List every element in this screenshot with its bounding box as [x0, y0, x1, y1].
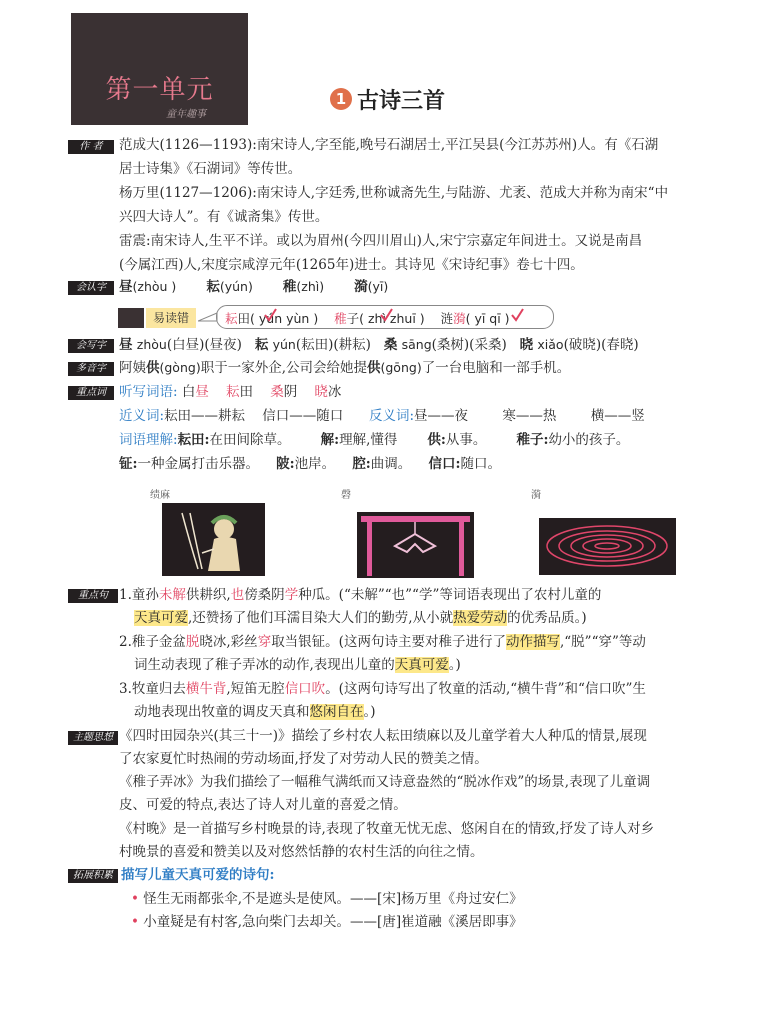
- recognize-item: 稚(zhì): [282, 279, 325, 295]
- polyphone-line: 阿姨供(gòng)职于一家外企,公司会给她提供(gōng)了一台电脑和一部手机。: [119, 360, 571, 376]
- recognize-item: 昼(zhòu ): [119, 279, 177, 295]
- author-line: 兴四大诗人”。有《诚斋集》传世。: [119, 209, 329, 225]
- key-sentence-line: 天真可爱,还赞扬了他们耳濡目染大人们的勤劳,从小就热爱劳动的优秀品质。): [134, 610, 587, 626]
- author-line: (今属江西)人,宋度宗咸淳元年(1265年)进士。其诗见《宋诗纪事》卷七十四。: [119, 257, 584, 273]
- easy-misread-items: 耘田( yún yùn ) 稚子( zhì zhuī ) 涟漪( yī qī ): [225, 311, 510, 326]
- theme-line: 《稚子弄冰》为我们描绘了一幅稚气满纸而又诗意盎然的“脱冰作戏”的场景,表现了儿童调: [119, 774, 651, 790]
- synonym-antonym-line: 近义词:耘田——耕耘 信口——随口 反义词:昼——夜 寒——热 横——竖: [119, 408, 645, 424]
- image-yi: [539, 518, 676, 575]
- author-line: 居士诗集》《石湖词》等传世。: [119, 161, 302, 177]
- lesson-number-badge: 1: [330, 88, 352, 110]
- author-line: 雷震:南宋诗人,生平不详。或以为眉州(今四川眉山)人,宋宁宗嘉定年间进士。又说是南昌: [119, 233, 643, 249]
- tag-keywords: 重点词: [68, 386, 114, 400]
- check-mark-icon: [379, 307, 393, 323]
- easy-misread-label: 易读错: [146, 308, 196, 328]
- bullet-icon: •: [131, 914, 144, 930]
- ripples-illustration: [539, 518, 676, 575]
- tag-extend: 拓展积累: [68, 869, 118, 883]
- unit-subtitle: 童年趣事: [166, 109, 206, 120]
- recognize-item: 耘(yún): [206, 279, 253, 295]
- check-mark-icon: [263, 307, 277, 323]
- write-item: 晓 xiǎo(破晓)(春晓): [519, 337, 639, 353]
- unit-title: 第一单元: [105, 75, 214, 105]
- write-item: 桑 sāng(桑树)(采桑): [383, 337, 507, 353]
- author-line: 杨万里(1127—1206):南宋诗人,字廷秀,世称诚斋先生,与陆游、尤袤、范成大并称为南宋“中: [119, 185, 669, 201]
- image-label-yi: 漪: [531, 490, 541, 501]
- theme-line: 了农家夏忙时热闹的劳动场面,抒发了对劳动人民的赞美之情。: [119, 751, 488, 767]
- listen-write-line: 听写词语: 白昼 耘田 桑阴 晓冰: [119, 384, 342, 400]
- extend-item: • 小童疑是有村客,急向柴门去却关。——[唐]崔道融《溪居即事》: [131, 914, 523, 930]
- lesson-title: 古诗三首: [357, 88, 446, 114]
- extend-item: • 怪生无雨都张伞,不是遮头是使风。——[宋]杨万里《舟过安仁》: [131, 891, 523, 907]
- tag-author: 作 者: [68, 140, 114, 154]
- image-qing: [357, 512, 474, 578]
- extend-heading: 描写儿童天真可爱的诗句:: [121, 867, 275, 883]
- write-line: [119, 335, 639, 355]
- key-sentence-line: 词生动表现了稚子弄冰的动作,表现出儿童的天真可爱。): [134, 657, 461, 673]
- key-sentence-line: 动地表现出牧童的调皮天真和悠闲自在。): [134, 704, 376, 720]
- image-label-jima: 绩麻: [150, 490, 170, 501]
- meaning-line-2: 钲:一种金属打击乐器。 陂:池岸。 腔:曲调。 信口:随口。: [119, 456, 501, 472]
- recognize-line: [119, 277, 388, 297]
- recognize-item: 漪(yī): [354, 279, 389, 295]
- key-sentence-line: 3.牧童归去横牛背,短笛无腔信口吹。(这两句诗写出了牧童的活动,“横牛背”和“信口吹”生: [119, 681, 646, 697]
- theme-line: 《村晚》是一首描写乡村晚景的诗,表现了牧童无忧无虑、悠闲自在的情致,抒发了诗人对乡: [119, 821, 655, 837]
- image-jima: [162, 503, 265, 576]
- theme-line: 皮、可爱的特点,表达了诗人对儿童的喜爱之情。: [119, 797, 407, 813]
- tag-theme: 主题思想: [68, 731, 118, 745]
- unit-banner: [71, 13, 248, 125]
- image-label-qing: 磬: [341, 490, 351, 501]
- chime-stone-illustration: [357, 512, 474, 578]
- easy-misread-bubble: [216, 305, 554, 329]
- write-item: 耘 yún(耘田)(耕耘): [254, 337, 371, 353]
- easy-misread-label-box: [118, 306, 198, 330]
- bullet-icon: •: [131, 891, 144, 907]
- write-item: 昼 zhòu(白昼)(昼夜): [119, 337, 242, 353]
- spinning-figure-illustration: [162, 503, 265, 576]
- callout-pointer: [198, 309, 218, 325]
- theme-line: 村晚景的喜爱和赞美以及对悠然恬静的农村生活的向往之情。: [119, 844, 484, 860]
- tag-recognize: 会认字: [68, 281, 114, 295]
- key-sentence-line: 1.童孙未解供耕织,也傍桑阴学种瓜。(“未解”“也”“学”等词语表现出了农村儿童的: [119, 587, 602, 603]
- tag-write: 会写字: [68, 339, 114, 353]
- tag-key-sentences: 重点句: [68, 589, 118, 603]
- tag-polyphone: 多音字: [68, 362, 114, 376]
- theme-line: 《四时田园杂兴(其三十一)》描绘了乡村农人耘田绩麻以及儿童学着大人种瓜的情景,展现: [119, 728, 647, 744]
- pen-icon: [118, 308, 144, 328]
- key-sentence-line: 2.稚子金盆脱晓冰,彩丝穿取当银钲。(这两句诗主要对稚子进行了动作描写,“脱”“穿”等动: [119, 634, 646, 650]
- check-mark-icon: [510, 307, 524, 323]
- author-line: 范成大(1126—1193):南宋诗人,字至能,晚号石湖居士,平江吴县(今江苏苏州)人。有《石湖: [119, 137, 659, 153]
- meaning-line-1: 词语理解:耘田:在田间除草。 解:理解,懂得 供:从事。 稚子:幼小的孩子。: [119, 432, 630, 448]
